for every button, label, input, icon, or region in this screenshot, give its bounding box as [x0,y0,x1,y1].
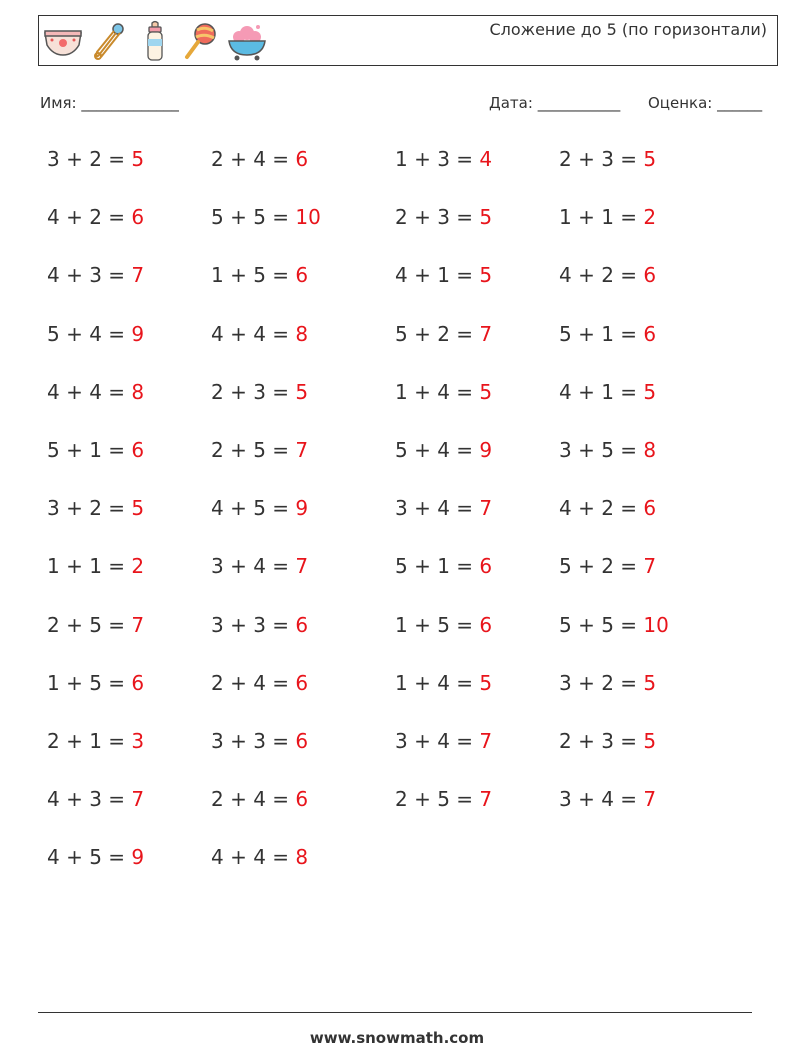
problem-answer: 6 [295,728,309,753]
problem-answer: 5 [643,728,657,753]
problem-expression: 2 + 4 = [211,787,296,812]
problem-item [211,845,308,869]
problem-item [395,496,492,520]
problem-answer: 5 [643,379,657,404]
footer-divider [38,1012,752,1013]
problem-answer: 2 [643,205,657,230]
problem-expression: 5 + 1 = [559,321,644,346]
problem-answer: 6 [479,612,493,637]
problem-item [559,554,656,578]
diaper-icon [41,19,85,63]
problem-item [395,263,492,287]
problem-expression: 5 + 4 = [395,437,480,462]
problem-item [47,613,144,637]
problem-expression: 2 + 3 = [211,379,296,404]
problem-item [559,322,656,346]
problem-answer: 6 [295,147,309,171]
problem-item [559,147,656,171]
problem-row [47,729,747,787]
problem-row [47,613,747,671]
problem-answer: 7 [479,321,493,346]
problem-item [47,845,144,869]
problem-answer: 6 [295,670,309,695]
problem-answer: 9 [131,321,145,346]
footer-website: www.snowmath.com [309,1029,485,1047]
problem-answer: 7 [131,612,145,637]
problem-item [395,205,492,229]
problem-answer: 7 [131,263,145,288]
problem-item [395,787,492,811]
problem-expression: 3 + 4 = [559,787,644,812]
rattle-icon [179,19,223,63]
problem-answer: 7 [479,787,493,812]
date-blank[interactable]: ___________ [537,94,621,112]
problem-expression: 4 + 3 = [47,787,132,812]
problem-expression: 3 + 2 = [47,496,132,521]
problem-answer: 5 [643,670,657,695]
problem-expression: 5 + 5 = [211,205,296,230]
problem-answer: 5 [643,147,657,171]
problem-expression: 4 + 1 = [395,263,480,288]
problem-expression: 3 + 2 = [559,670,644,695]
problem-item [47,380,144,404]
problem-answer: 5 [131,147,145,171]
problem-expression: 3 + 4 = [395,496,480,521]
problem-answer: 5 [479,670,493,695]
problem-answer: 5 [479,263,493,288]
problem-expression: 2 + 1 = [47,728,132,753]
problem-answer: 7 [479,496,493,521]
problem-item [211,438,308,462]
problem-item [211,729,308,753]
problem-expression: 1 + 5 = [47,670,132,695]
problem-expression: 1 + 3 = [395,147,480,171]
problem-expression: 4 + 3 = [47,263,132,288]
problem-item [559,729,656,753]
problem-expression: 4 + 5 = [211,496,296,521]
problem-answer: 3 [131,728,145,753]
problem-expression: 3 + 3 = [211,728,296,753]
problem-row [47,496,747,554]
problem-item [395,322,492,346]
problem-expression: 4 + 2 = [559,263,644,288]
problem-row [47,554,747,612]
problem-answer: 6 [295,612,309,637]
problem-item [211,496,308,520]
problem-item [47,729,144,753]
problem-item [47,438,144,462]
problem-answer: 5 [479,205,493,230]
problem-answer: 7 [643,554,657,579]
problem-grid [47,147,747,903]
problem-item [47,787,144,811]
problem-expression: 3 + 5 = [559,437,644,462]
grade-label: Оценка: [648,94,713,112]
problem-answer: 6 [479,554,493,579]
problem-expression: 5 + 1 = [395,554,480,579]
baby-bottle-icon [133,19,177,63]
problem-item [211,147,308,171]
problem-answer: 5 [479,379,493,404]
grade-blank[interactable]: ______ [717,94,763,112]
problem-expression: 1 + 1 = [559,205,644,230]
problem-item [211,263,308,287]
problem-expression: 2 + 3 = [559,147,644,171]
problem-answer: 6 [131,437,145,462]
baby-bath-icon [225,19,269,63]
problem-expression: 2 + 5 = [395,787,480,812]
problem-answer: 7 [479,728,493,753]
problem-item [559,263,656,287]
problem-answer: 5 [295,379,309,404]
problem-answer: 6 [295,787,309,812]
problem-expression: 1 + 4 = [395,670,480,695]
problem-item [47,322,144,346]
problem-item [211,671,308,695]
problem-answer: 9 [295,496,309,521]
problem-item [559,438,656,462]
problem-item [395,671,492,695]
problem-answer: 7 [295,554,309,579]
problem-expression: 1 + 5 = [395,612,480,637]
problem-answer: 7 [295,437,309,462]
problem-row [47,263,747,321]
problem-item [395,438,492,462]
problem-item [47,671,144,695]
problem-item [559,496,656,520]
problem-item [395,613,492,637]
problem-expression: 2 + 3 = [395,205,480,230]
problem-expression: 4 + 4 = [211,845,296,870]
problem-expression: 4 + 1 = [559,379,644,404]
problem-row [47,787,747,845]
problem-expression: 4 + 4 = [47,379,132,404]
problem-answer: 8 [295,321,309,346]
problem-answer: 6 [131,205,145,230]
name-field [40,94,179,112]
problem-expression: 4 + 5 = [47,845,132,870]
problem-row [47,322,747,380]
problem-expression: 5 + 1 = [47,437,132,462]
problem-answer: 5 [131,496,145,521]
problem-item [395,380,492,404]
worksheet-title: Сложение до 5 (по горизонтали) [489,20,767,39]
problem-item [395,554,492,578]
problem-expression: 2 + 4 = [211,147,296,171]
problem-answer: 9 [479,437,493,462]
problem-item [211,380,308,404]
problem-expression: 1 + 1 = [47,554,132,579]
problem-item [47,263,144,287]
problem-item [211,322,308,346]
problem-row [47,147,747,205]
problem-expression: 2 + 3 = [559,728,644,753]
problem-expression: 5 + 5 = [559,612,644,637]
problem-item [559,671,656,695]
problem-answer: 6 [643,321,657,346]
problem-item [47,554,144,578]
header-box [38,15,778,66]
problem-expression: 5 + 2 = [395,321,480,346]
problem-expression: 4 + 4 = [211,321,296,346]
problem-row [47,845,747,903]
problem-answer: 8 [643,437,657,462]
problem-expression: 3 + 2 = [47,147,132,171]
problem-item [47,496,144,520]
problem-item [211,205,321,229]
problem-expression: 3 + 4 = [211,554,296,579]
problem-answer: 8 [295,845,309,870]
grade-field [648,94,762,112]
name-label: Имя: [40,94,77,112]
problem-answer: 7 [131,787,145,812]
problem-answer: 6 [643,263,657,288]
problem-item [395,147,492,171]
problem-item [47,147,144,171]
problem-item [559,787,656,811]
problem-answer: 2 [131,554,145,579]
problem-answer: 6 [643,496,657,521]
header-icons [41,18,271,64]
problem-item [395,729,492,753]
problem-row [47,671,747,729]
problem-expression: 1 + 5 = [211,263,296,288]
date-field [489,94,620,112]
name-blank[interactable]: _____________ [81,94,179,112]
problem-item [559,380,656,404]
problem-expression: 4 + 2 = [559,496,644,521]
problem-item [47,205,144,229]
problem-expression: 1 + 4 = [395,379,480,404]
problem-answer: 8 [131,379,145,404]
problem-item [211,613,308,637]
problem-row [47,438,747,496]
problem-item [559,613,669,637]
problem-expression: 2 + 5 = [211,437,296,462]
problem-answer: 4 [479,147,493,171]
problem-item [211,554,308,578]
problem-answer: 10 [643,612,669,637]
problem-expression: 2 + 4 = [211,670,296,695]
problem-item [559,205,656,229]
problem-row [47,205,747,263]
problem-answer: 10 [295,205,321,230]
problem-expression: 5 + 4 = [47,321,132,346]
problem-expression: 4 + 2 = [47,205,132,230]
problem-answer: 6 [295,263,309,288]
problem-answer: 7 [643,787,657,812]
problem-row [47,380,747,438]
safety-pin-icon [87,19,131,63]
date-label: Дата: [489,94,533,112]
problem-expression: 5 + 2 = [559,554,644,579]
problem-expression: 3 + 3 = [211,612,296,637]
problem-answer: 6 [131,670,145,695]
problem-answer: 9 [131,845,145,870]
problem-expression: 2 + 5 = [47,612,132,637]
problem-item [211,787,308,811]
problem-expression: 3 + 4 = [395,728,480,753]
